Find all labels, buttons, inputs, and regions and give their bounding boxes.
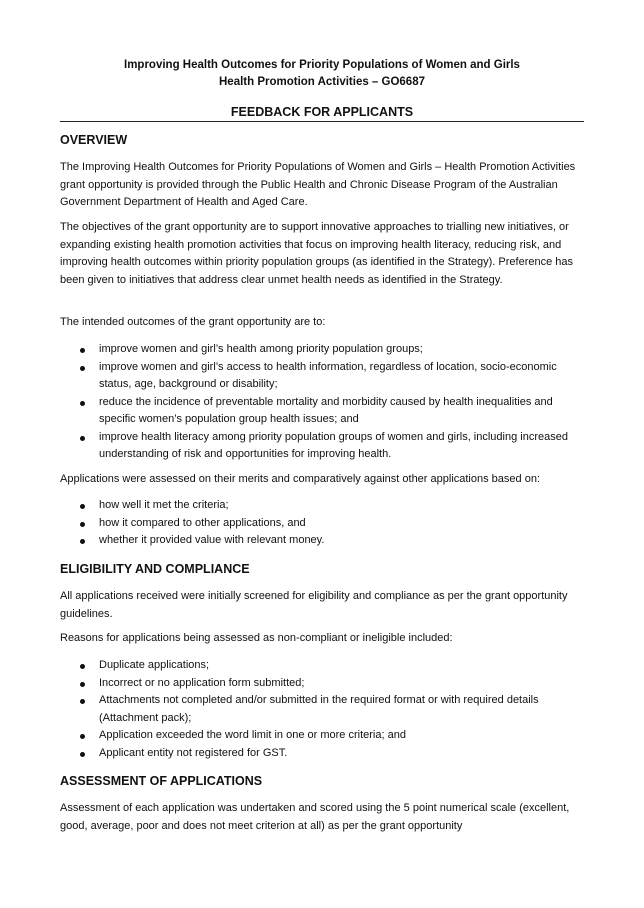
list-item: reduce the incidence of preventable mortality and morbidity caused by health inequalities and specific women’s population group health issues; and [60,394,586,429]
bullet-icon [80,734,85,739]
list-item: Applicant entity not registered for GST. [60,745,586,763]
list-item: improve health literacy among priority population groups of women and girls, including increased understanding of risk and opportunities for improving health. [60,429,586,464]
criteria-intro: Applications were assessed on their merits and comparatively against other applications based on: [60,473,540,485]
list-item: Application exceeded the word limit in one or more criteria; and [60,727,586,745]
list-item: improve women and girl’s health among priority population groups; [60,341,586,359]
bullet-icon [80,539,85,544]
eligibility-paragraph-1: All applications received were initially screened for eligibility and compliance as per the grant opportunity guidelines. [60,590,568,620]
outcomes-list [60,341,586,464]
bullet-icon [80,366,85,371]
list-item: whether it provided value with relevant money. [60,532,586,550]
program-title: Improving Health Outcomes for Priority Populations of Women and Girls [124,59,520,71]
criteria-list [60,497,586,550]
assessment-heading: ASSESSMENT OF APPLICATIONS [60,774,263,788]
bullet-icon [80,699,85,704]
reasons-list [60,657,586,762]
bullet-icon [80,752,85,757]
overview-heading: OVERVIEW [60,133,128,147]
bullet-icon [80,522,85,527]
title-divider [60,121,584,122]
list-item: how well it met the criteria; [60,497,586,515]
overview-paragraph-1: The Improving Health Outcomes for Priority Populations of Women and Girls – Health Promotion Activities grant opportunity is provided through the Public Health and Chronic Disease Program of the Australian Government Department of Health and Aged Care. [60,161,576,208]
overview-paragraph-2: The objectives of the grant opportunity are to support innovative approaches to trialling new initiatives, or expanding existing health promotion activities that focus on improving health literacy, reducing risk, and improving health outcomes within priority population groups (as identified in the Strategy). Preference has been given to initiatives that address clear unmet health needs as identified in the Strategy. [60,221,573,286]
list-item: how it compared to other applications, and [60,515,586,533]
eligibility-heading: ELIGIBILITY AND COMPLIANCE [60,562,250,576]
bullet-icon [80,348,85,353]
list-item: Attachments not completed and/or submitted in the required format or with required details (Attachment pack); [60,692,586,727]
list-item: Duplicate applications; [60,657,586,675]
bullet-icon [80,682,85,687]
outcomes-intro: The intended outcomes of the grant opportunity are to: [60,316,326,328]
bullet-icon [80,664,85,669]
bullet-icon [80,504,85,509]
bullet-icon [80,436,85,441]
document-title: FEEDBACK FOR APPLICANTS [230,105,414,119]
bullet-icon [80,401,85,406]
program-subtitle: Health Promotion Activities – GO6687 [219,76,425,88]
eligibility-paragraph-2: Reasons for applications being assessed as non-compliant or ineligible included: [60,632,453,644]
list-item: improve women and girl’s access to health information, regardless of location, socio-economic status, age, background or disability; [60,359,586,394]
list-item: Incorrect or no application form submitted; [60,675,586,693]
assessment-paragraph-1: Assessment of each application was undertaken and scored using the 5 point numerical scale (excellent, good, average, poor and does not meet criterion at all) as per the grant opportunity [60,802,570,832]
